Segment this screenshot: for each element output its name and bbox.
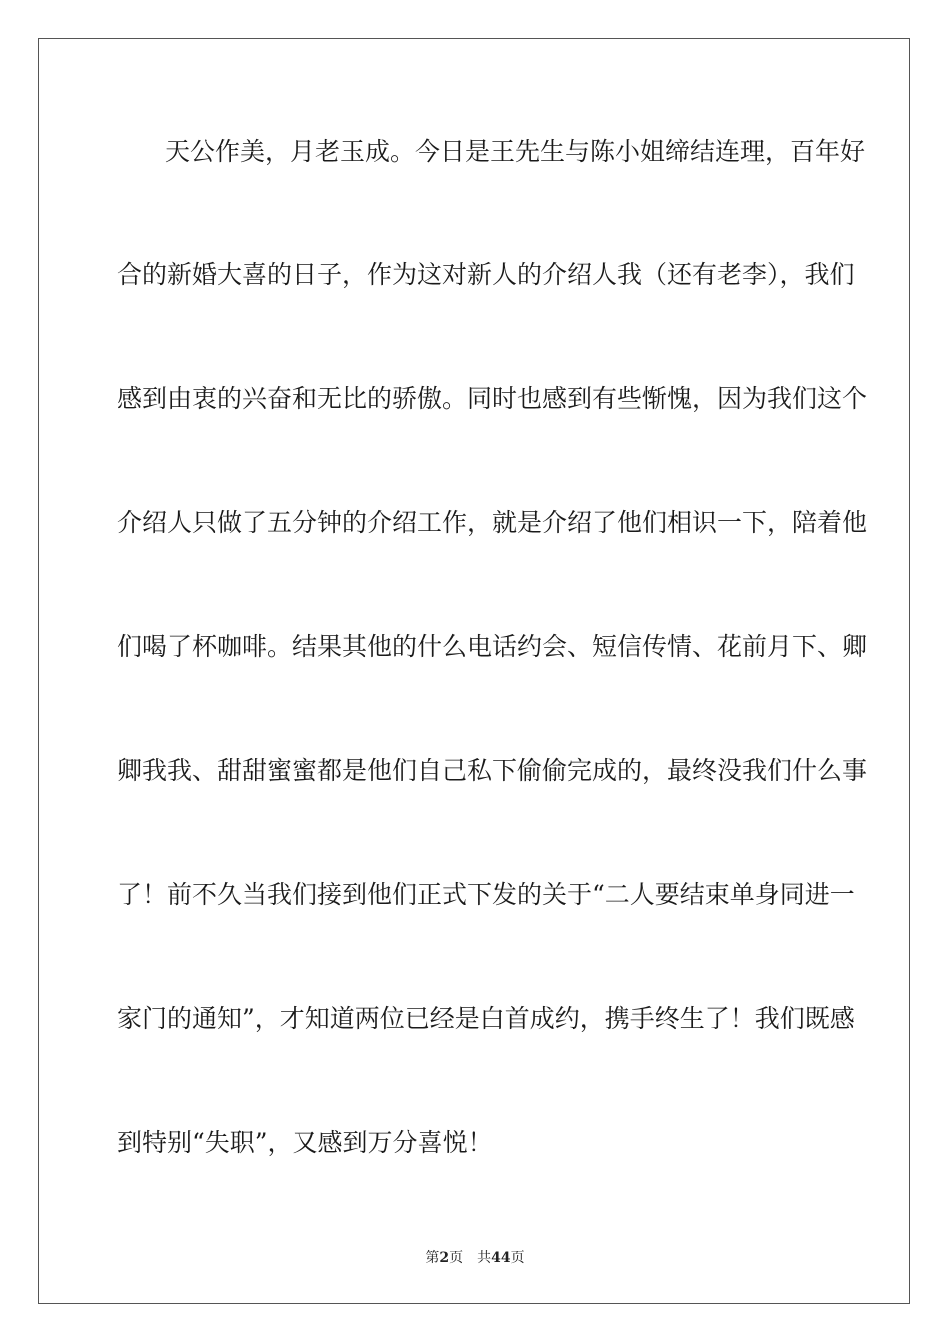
page-suffix: 页 <box>449 1250 464 1266</box>
paragraph-line: 家门的通知”，才知道两位已经是白首成约，携手终生了！我们既感 <box>117 1004 855 1033</box>
paragraph-line: 卿我我、甜甜蜜蜜都是他们自己私下偷偷完成的，最终没我们什么事 <box>117 756 868 785</box>
paragraph-line: 合的新婚大喜的日子，作为这对新人的介绍人我（还有老李），我们 <box>117 260 855 289</box>
paragraph-line: 们喝了杯咖啡。结果其他的什么电话约会、短信传情、花前月下、卿 <box>117 632 868 661</box>
total-prefix: 共 <box>477 1250 492 1266</box>
paragraph-line: 介绍人只做了五分钟的介绍工作，就是介绍了他们相识一下，陪着他 <box>117 508 868 537</box>
paragraph-line: 天公作美，月老玉成。今日是王先生与陈小姐缔结连理，百年好 <box>165 137 866 166</box>
total-suffix: 页 <box>510 1250 525 1266</box>
page-border <box>38 38 910 1304</box>
page-footer <box>0 1247 950 1267</box>
paragraph-line: 到特别“失职”，又感到万分喜悦！ <box>117 1128 493 1157</box>
page-number: 2 <box>439 1250 450 1266</box>
paragraph-line: 感到由衷的兴奋和无比的骄傲。同时也感到有些惭愧，因为我们这个 <box>117 384 868 413</box>
total-pages: 44 <box>491 1250 511 1266</box>
page-prefix: 第 <box>425 1250 440 1266</box>
paragraph-line: 了！前不久当我们接到他们正式下发的关于“二人要结束单身同进一 <box>117 880 855 909</box>
